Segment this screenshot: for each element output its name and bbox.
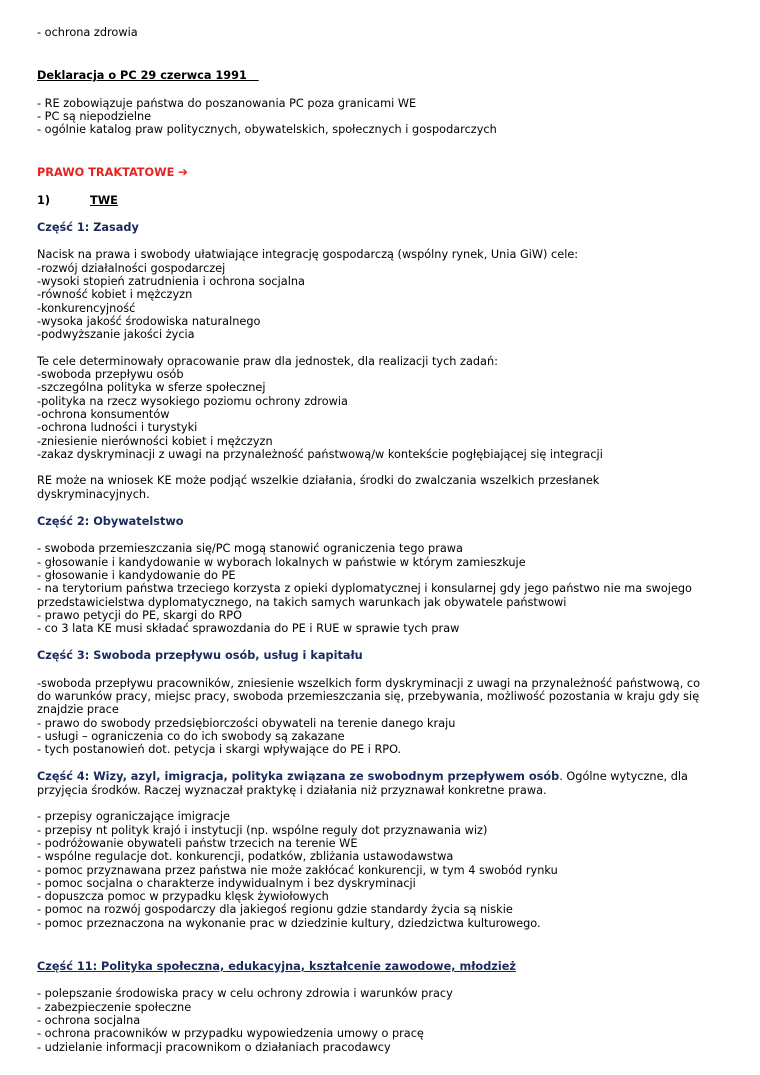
part1-goal: -rozwój działalności gospodarczej: [37, 261, 226, 275]
part2-item: - na terytorium państwa trzeciego korzysta z opieki dyplomatycznej i konsularnej gdy jego państwo nie ma swojego: [37, 582, 692, 596]
part2-item: - głosowanie i kandydowanie w wyborach lokalnych w państwie w którym zamieszkuje: [37, 555, 526, 569]
part3-item: -swoboda przepływu pracowników, zniesienie wszelkich form dyskryminacji z uwagi na przynależność państwową, co: [37, 676, 701, 690]
part3-title: Część 3: Swoboda przepływu osób, usług i kapitału: [37, 649, 363, 663]
part4-line2: przyjęcia środków. Raczej wyznaczał praktykę i działania niż przyznawał konkretne prawa.: [37, 783, 547, 797]
prawo-traktatowe-title: PRAWO TRAKTATOWE: [37, 166, 175, 180]
part2-item: - swoboda przemieszczania się/PC mogą stanowić ograniczenia tego prawa: [37, 542, 463, 556]
part11-item: - udzielanie informacji pracownikom o działaniach pracodawcy: [37, 1040, 391, 1054]
part1-title: Część 1: Zasady: [37, 221, 139, 235]
twe-label: TWE: [90, 193, 118, 207]
twe-heading: [37, 194, 727, 207]
right-arrow-icon: ➔: [177, 165, 188, 180]
part11-item: - zabezpieczenie społeczne: [37, 1000, 192, 1014]
part4-item: - dopuszcza pomoc w przypadku klęsk żywiołowych: [37, 890, 329, 904]
part11-title: Część 11: Polityka społeczna, edukacyjna, kształcenie zawodowe, młodzież: [37, 960, 516, 974]
part3-item: - usługi – ograniczenia co do ich swobody są zakazane: [37, 729, 345, 743]
part2-item: - głosowanie i kandydowanie do PE: [37, 568, 236, 582]
part4-title: Część 4: Wizy, azyl, imigracja, polityka związana ze swobodnym przepływem osób: [37, 770, 560, 784]
part3-item: znajdzie prace: [37, 703, 119, 717]
part1-intro2: Te cele determinowały opracowanie praw dla jednostek, dla realizacji tych zadań:: [37, 354, 498, 368]
part3-item: - prawo do swobody przedsiębiorczości obywateli na terenie danego kraju: [37, 716, 456, 730]
part1-task: -zniesienie nierówności kobiet i mężczyzn: [37, 434, 273, 448]
part4-item: - przepisy nt polityk krajó i instytucji (np. wspólne reguly dot przyznawania wiz): [37, 823, 488, 837]
part1-closing: RE może na wniosek KE może podjąć wszelkie działania, środki do zwalczania wszelkich przesłanek: [37, 474, 600, 488]
declaration-item: - PC są niepodzielne: [37, 109, 152, 123]
intro-line: - ochrona zdrowia: [37, 26, 138, 39]
part1-task: -szczególna polityka w sferze społecznej: [37, 381, 266, 395]
declaration-title-text: Deklaracja o PC 29 czerwca 1991: [37, 69, 247, 83]
declaration-item: - RE zobowiązuje państwa do poszanowania PC poza granicami WE: [37, 96, 417, 110]
part1-goal: -podwyższanie jakości życia: [37, 328, 195, 342]
part1-task: -polityka na rzecz wysokiego poziomu ochrony zdrowia: [37, 394, 348, 408]
part2-item: przedstawicielstwa dyplomatycznego, na takich samych warunkach jak obywatele państwowi: [37, 595, 567, 609]
part1-task: -ochrona ludności i turystyki: [37, 421, 198, 435]
part1-task: -zakaz dyskryminacji z uwagi na przynależność państwową/w kontekście pogłębiającej się integracji: [37, 447, 603, 461]
part4-title-line: [37, 770, 727, 783]
twe-number: 1): [37, 193, 51, 207]
part4-item: - przepisy ograniczające imigracje: [37, 810, 230, 824]
prawo-traktatowe-heading: [37, 166, 727, 179]
part1-intro: Nacisk na prawa i swobody ułatwiające integrację gospodarczą (wspólny rynek, Unia GiW) cele:: [37, 248, 579, 262]
part4-item: - pomoc na rozwój gospodarczy dla jakiegoś regionu gdzie standardy życia są niskie: [37, 903, 513, 917]
part11-item: - ochrona socjalna: [37, 1013, 141, 1027]
part1-task: -swoboda przepływu osób: [37, 368, 184, 382]
part1-goal: -konkurencyjność: [37, 301, 136, 315]
part4-item: - pomoc przeznaczona na wykonanie prac w dziedzinie kultury, dziedzictwa kulturowego.: [37, 916, 541, 930]
part4-item: - wspólne regulacje dot. konkurencji, podatków, zbliżania ustawodawstwa: [37, 850, 454, 864]
part1-task: -ochrona konsumentów: [37, 407, 170, 421]
part2-item: - prawo petycji do PE, skargi do RPO: [37, 608, 242, 622]
part4-title-suffix: . Ogólne wytyczne, dla: [559, 770, 688, 784]
part1-goal: -równość kobiet i mężczyzn: [37, 288, 193, 302]
document-page: [37, 26, 727, 1054]
part4-item: - pomoc socjalna o charakterze indywidualnym i bez dyskryminacji: [37, 876, 416, 890]
part2-item: - co 3 lata KE musi składać sprawozdania do PE i RUE w sprawie tych praw: [37, 622, 460, 636]
part1-goal: -wysoka jakość środowiska naturalnego: [37, 314, 261, 328]
part1-goal: -wysoki stopień zatrudnienia i ochrona socjalna: [37, 274, 305, 288]
part4-item: - podróżowanie obywateli państw trzecich na terenie WE: [37, 836, 358, 850]
declaration-item: - ogólnie katalog praw politycznych, obywatelskich, społecznych i gospodarczych: [37, 123, 497, 137]
declaration-title: [37, 69, 727, 82]
part4-item: - pomoc przyznawana przez państwa nie może zakłócać konkurencji, w tym 4 swobód rynku: [37, 863, 558, 877]
part3-item: do warunków pracy, miejsc pracy, swoboda przemieszczania się, przebywania, możliwość pozostania w kraju gdy się: [37, 689, 700, 703]
part2-title: Część 2: Obywatelstwo: [37, 515, 184, 529]
part1-closing: dyskryminacyjnych.: [37, 487, 150, 501]
part11-item: - polepszanie środowiska pracy w celu ochrony zdrowia i warunków pracy: [37, 987, 453, 1001]
part3-item: - tych postanowień dot. petycja i skargi wpływające do PE i RPO.: [37, 743, 402, 757]
part11-item: - ochrona pracowników w przypadku wypowiedzenia umowy o pracę: [37, 1027, 424, 1041]
